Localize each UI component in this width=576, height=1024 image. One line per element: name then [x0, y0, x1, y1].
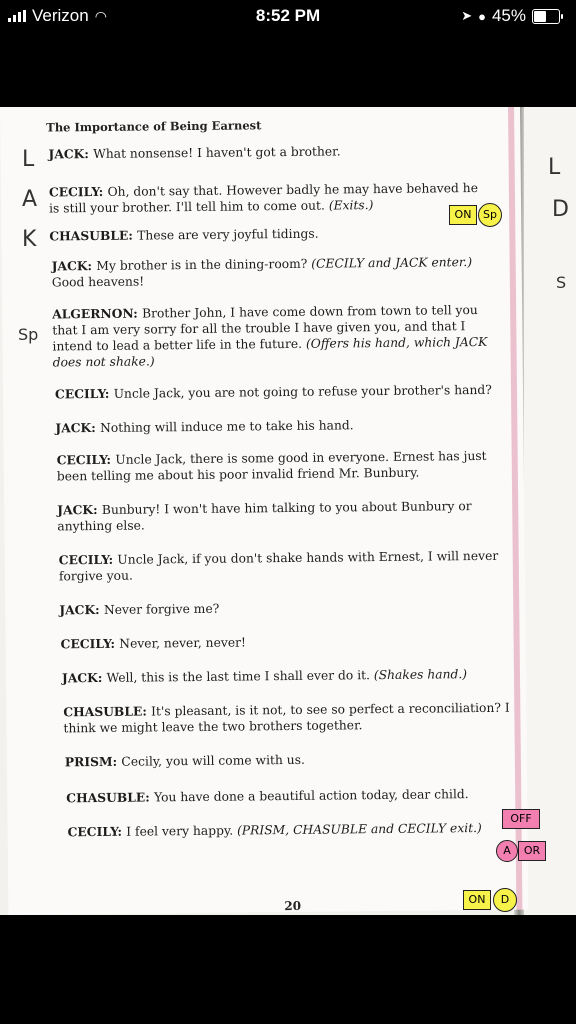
dialogue-text: It's pleasant, is it not, to see so perfect a reconciliation? I [151, 700, 510, 719]
speaker-name: CECILY: [67, 823, 127, 840]
dialogue-text: These are very joyful tidings. [137, 226, 319, 243]
speaker-name: CECILY: [60, 635, 120, 652]
right-mark-l: L [548, 155, 561, 180]
alarm-icon: ● [478, 8, 486, 24]
script-line [55, 417, 353, 436]
stage-direction: does not shake.) [52, 354, 155, 370]
script-line [52, 254, 473, 274]
next-page-edge [524, 107, 576, 915]
script-line [66, 786, 469, 806]
right-mark-d: D [552, 197, 569, 222]
stage-direction: (Exits.) [324, 198, 374, 213]
speaker-name: CHASUBLE: [49, 227, 138, 244]
stage-direction: (PRISM, CHASUBLE and CECILY exit.) [233, 820, 482, 838]
or-cue-box: OR [518, 841, 546, 861]
a-cue-circle: A [496, 840, 518, 862]
stage-direction: (Shakes hand.) [369, 667, 468, 683]
dialogue-text: What nonsense! I haven't got a brother. [93, 144, 341, 162]
script-line [68, 820, 482, 840]
dialogue-text: think we might leave the two brothers together. [63, 718, 363, 736]
script-line [52, 334, 487, 355]
page-header: The Importance of Being Earnest [46, 118, 262, 135]
status-bar [0, 0, 576, 36]
dialogue-text: that I am very sorry for all the trouble I have given you, and that I [52, 319, 466, 338]
dialogue-text: intend to lead a better life in the future. [52, 336, 303, 354]
speaker-name: JACK: [59, 601, 105, 618]
script-page [0, 107, 528, 915]
off-cue-box: OFF [502, 809, 540, 829]
script-line [52, 274, 145, 291]
margin-mark-k: K [22, 227, 37, 252]
margin-mark-sp: Sp [18, 325, 39, 344]
sp-cue-circle: Sp [478, 203, 502, 227]
dialogue-text: Brother John, I have come down from town to tell you [141, 303, 478, 321]
speaker-name: CHASUBLE: [63, 703, 152, 720]
script-line [57, 465, 420, 485]
speaker-name: JACK: [48, 146, 94, 162]
script-line [53, 353, 155, 370]
carrier-label: Verizon [32, 6, 89, 25]
speaker-name: JACK: [57, 501, 102, 518]
speaker-name: PRISM: [64, 753, 122, 770]
dialogue-text: forgive you. [58, 568, 133, 584]
speaker-name: JACK: [55, 419, 101, 436]
clock: 8:52 PM [255, 6, 321, 25]
speaker-name: CECILY: [56, 451, 116, 468]
script-line [61, 634, 246, 652]
wifi-icon: ◠ [94, 7, 107, 24]
margin-mark-l: L [22, 147, 35, 172]
on-cue-box: ON [449, 205, 477, 225]
dialogue-text: Well, this is the last time I shall ever do it. [106, 668, 371, 685]
dialogue-text: Good heavens! [51, 274, 145, 290]
dialogue-text: Nothing will induce me to take his hand. [99, 418, 354, 435]
page-number: 20 [284, 898, 302, 914]
dialogue-text: Uncle Jack, if you don't shake hands with Ernest, I will never [117, 548, 499, 567]
speaker-name: JACK: [61, 669, 107, 686]
status-right [461, 6, 560, 26]
dialogue-text: You have done a beautiful action today, dear child. [153, 787, 469, 805]
script-line [49, 226, 318, 245]
on-cue-box-bottom: ON [463, 890, 491, 910]
battery-icon [532, 9, 560, 24]
margin-mark-a: A [22, 187, 38, 212]
dialogue-text: been telling me about his poor invalid friend Mr. Bunbury. [56, 465, 420, 484]
d-cue-circle: D [493, 888, 517, 912]
speaker-name: CECILY: [58, 551, 118, 568]
speaker-name: ALGERNON: [52, 305, 143, 322]
dialogue-text: anything else. [57, 518, 145, 534]
speaker-name: CECILY: [48, 183, 108, 200]
stage-direction: (Offers his hand, which JACK [301, 334, 488, 351]
script-line [55, 382, 492, 403]
script-line [59, 568, 133, 585]
dialogue-text: Cecily, you will come with us. [121, 752, 305, 769]
dialogue-text: Bunbury! I won't have him talking to you about Bunbury or [101, 499, 472, 517]
speaker-name: CECILY: [54, 385, 114, 402]
script-line [49, 197, 373, 216]
speaker-name: CHASUBLE: [66, 789, 155, 806]
script-line [59, 601, 219, 619]
script-line [57, 518, 145, 535]
script-line [59, 548, 499, 569]
script-line [65, 752, 305, 771]
script-line [57, 498, 472, 518]
script-line [63, 717, 362, 736]
dialogue-text: is still your brother. I'll tell him to come out. [48, 198, 325, 216]
right-mark-s: S [556, 273, 567, 292]
dialogue-text: My brother is in the dining-room? [96, 256, 308, 273]
script-page-photo [0, 107, 576, 915]
script-line [62, 666, 467, 686]
pink-highlight-edge [508, 107, 522, 910]
dialogue-text: Uncle Jack, there is some good in everyone. Ernest has just [115, 448, 487, 467]
dialogue-text: Oh, don't say that. However badly he may have behaved he [107, 180, 479, 199]
location-icon: ➤ [461, 8, 473, 23]
dialogue-text: Never forgive me? [103, 601, 220, 617]
dialogue-text: I feel very happy. [126, 823, 234, 839]
stage-direction: (CECILY and JACK enter.) [307, 255, 473, 271]
battery-percent: 45% [491, 6, 526, 25]
script-line [48, 143, 340, 162]
dialogue-text: Never, never, never! [119, 635, 246, 651]
dialogue-text: Uncle Jack, you are not going to refuse your brother's hand? [113, 382, 492, 401]
speaker-name: JACK: [51, 258, 97, 274]
